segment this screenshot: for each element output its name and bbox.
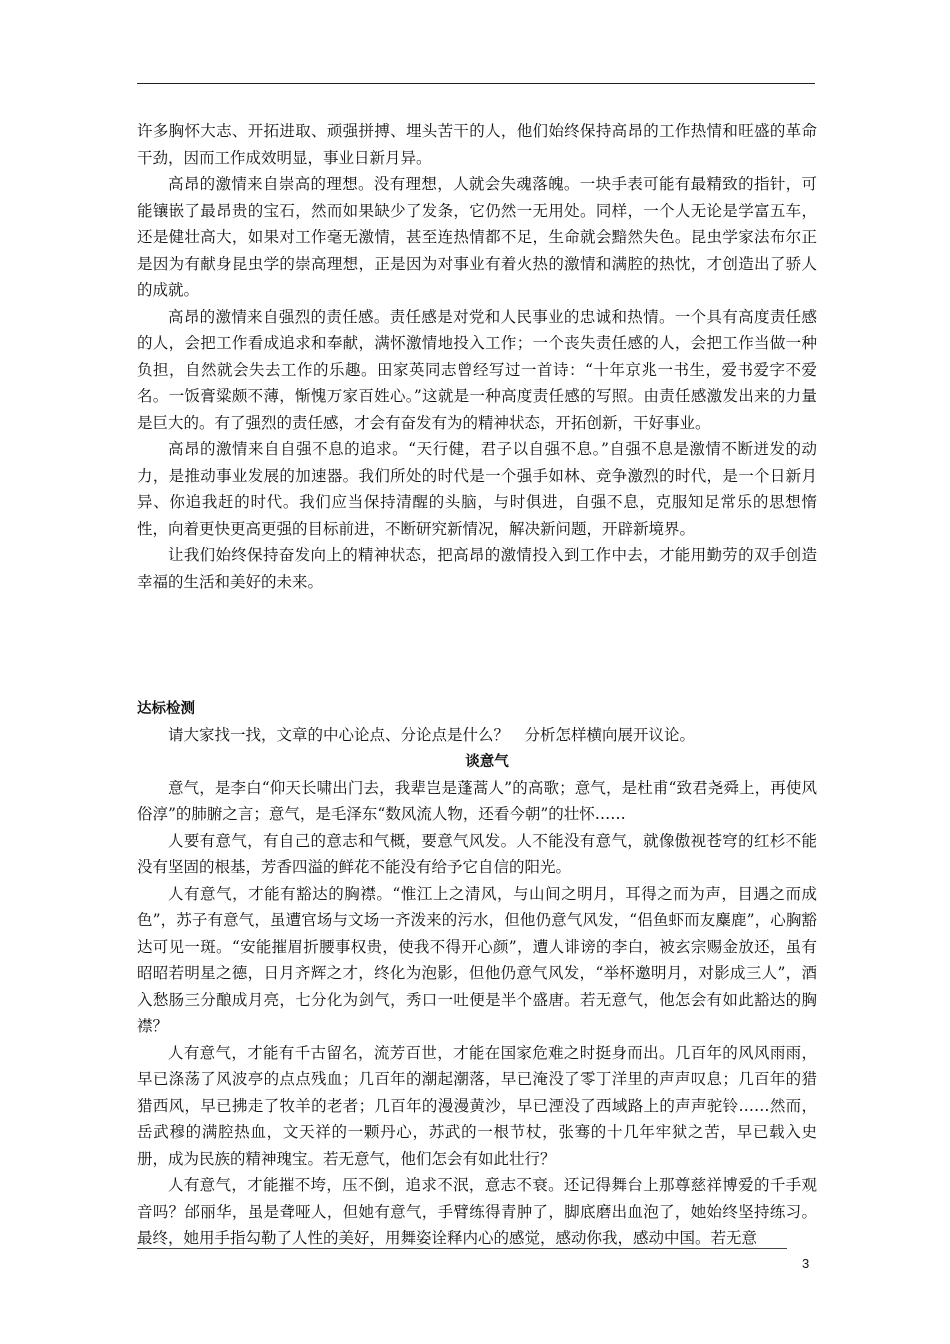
assessment-section <box>137 696 817 1252</box>
paragraph: 人有意气，才能摧不垮，压不倒，追求不泯，意志不衰。还记得舞台上那尊慈祥博爱的千手观音吗？邰丽华，虽是聋哑人，但她有意气，手臂练得青肿了，脚底磨出血泡了，她始终坚持练习。最终，她用手指勾勒了人性的美好，用舞姿诠释内心的感觉，感动你我，感动中国。若无意 <box>137 1176 817 1247</box>
paragraph: 意气，是李白“仰天长啸出门去，我辈岂是蓬蒿人”的高歌；意气，是杜甫“致君尧舜上，再使风俗淳”的肺腑之言；意气，是毛泽东“数风流人物，还看今朝”的壮怀…… <box>137 778 817 823</box>
question-text: 请大家找一找，文章的中心论点、分论点是什么？ 分析怎样横向展开议论。 <box>168 726 696 744</box>
paragraph: 高昂的激情来自强烈的责任感。责任感是对党和人民事业的忠诚和热情。一个具有高度责任感的人，会把工作看成追求和奉献，满怀激情地投入工作；一个丧失责任感的人，会把工作当做一种负担，自然就会失去工作的乐趣。田家英同志曾经写过一首诗：“十年京兆一书生，爱书爱字不爱名。一饭膏粱颇不薄，惭愧万家百姓心。”这就是一种高度责任感的写照。由责任感激发出来的力量是巨大的。有了强烈的责任感，才会有奋发有为的精神状态，开拓创新，干好事业。 <box>137 307 817 432</box>
passage-continuation <box>137 118 817 595</box>
paragraph: 许多胸怀大志、开拓进取、顽强拼搏、埋头苦干的人，他们始终保持高昂的工作热情和旺盛的革命干劲，因而工作成效明显，事业日新月异。 <box>137 122 817 167</box>
paragraph: 高昂的激情来自崇高的理想。没有理想，人就会失魂落魄。一块手表可能有最精致的指针，可能镶嵌了最昂贵的宝石，然而如果缺少了发条，它仍然一无用处。同样，一个人无论是学富五车，还是健壮高大，如果对工作毫无激情，甚至连热情都不足，生命就会黯然失色。昆虫学家法布尔正是因为有献身昆虫学的崇高理想，正是因为对事业有着火热的激情和满腔的热忱，才创造出了骄人的成就。 <box>137 175 817 299</box>
paragraph: 高昂的激情来自自强不息的追求。“天行健，君子以自强不息。”自强不息是激情不断迸发的动力，是推动事业发展的加速器。我们所处的时代是一个强手如林、竞争激烈的时代，是一个日新月异、你追我赶的时代。我们应当保持清醒的头脑，与时俱进，自强不息，克服知足常乐的思想惰性，向着更快更高更强的目标前进，不断研究新情况，解决新问题，开辟新境界。 <box>137 440 817 538</box>
essay-title: 谈意气 <box>465 753 509 770</box>
header-rule <box>137 83 815 84</box>
paragraph: 人有意气，才能有千古留名，流芳百世，才能在国家危难之时挺身而出。几百年的风风雨雨，早已涤荡了风波亭的点点残血；几百年的潮起潮落，早已淹没了零丁洋里的声声叹息；几百年的猎猎西风，早已拂走了牧羊的老者；几百年的漫漫黄沙，早已湮没了西域路上的声声驼铃……然而，岳武穆的满腔热血，文天祥的一颗丹心，苏武的一根节杖，张骞的十几年牢狱之苦，早已载入史册，成为民族的精神瑰宝。若无意气，他们怎会有如此壮行？ <box>137 1043 817 1168</box>
section-heading: 达标检测 <box>137 701 195 717</box>
paragraph: 人有意气，才能有豁达的胸襟。“惟江上之清风，与山间之明月，耳得之而为声，目遇之而成色”，苏子有意气，虽遭官场与文场一齐泼来的污水，但他仍意气风发，“侣鱼虾而友麋鹿”，心胸豁达可见一斑。“安能摧眉折腰事权贵，使我不得开心颜”，遭人诽谤的李白，被玄宗赐金放还，虽有昭昭若明星之德，日月齐辉之才，终化为泡影，但他仍意气风发，“举杯邀明月，对影成三人”，酒入愁肠三分酿成月亮，七分化为剑气，秀口一吐便是半个盛唐。若无意气，他怎会有如此豁达的胸襟？ <box>137 884 817 1035</box>
paragraph: 人要有意气，有自己的意志和气概，要意气风发。人不能没有意气，就像傲视苍穹的红杉不能没有坚固的根基，芳香四溢的鲜花不能没有给予它自信的阳光。 <box>137 831 817 876</box>
paragraph: 让我们始终保持奋发向上的精神状态，把高昂的激情投入到工作中去，才能用勤劳的双手创造幸福的生活和美好的未来。 <box>137 546 817 591</box>
page-number: 3 <box>802 1256 810 1271</box>
footer-rule <box>137 1248 787 1249</box>
